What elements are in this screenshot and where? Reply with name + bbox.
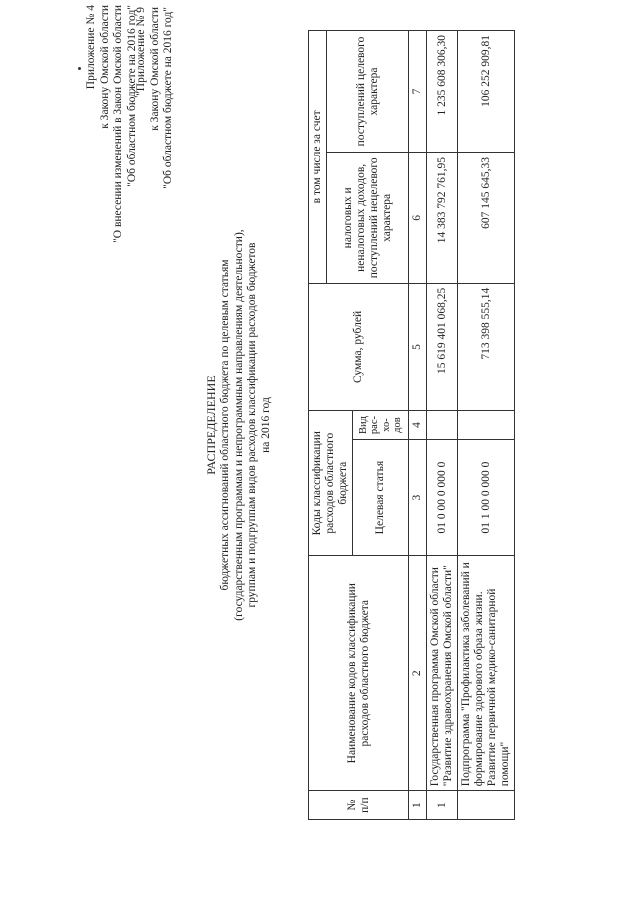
appendix-4-law: к Закону Омской области (98, 5, 111, 129)
subtitle-line: бюджетных ассигнований областного бюджета по целевым статьям (219, 259, 231, 591)
subtitle-line: на 2016 год (259, 397, 272, 453)
row-type (458, 411, 515, 440)
appendix-9-block (135, 7, 176, 265)
header-codes: Коды классификации расходов областного бюджета (309, 411, 353, 556)
row-sum: 15 619 401 068,25 (427, 283, 458, 410)
col-number: 1 (409, 791, 427, 820)
header-row (309, 31, 327, 820)
column-number-row (409, 31, 427, 820)
row-name: Государственная программа Омской области "Развитие здравоохранения Омской области" (427, 556, 458, 791)
header-including: в том числе за счет (309, 31, 327, 284)
col-number: 2 (409, 556, 427, 791)
appendix-4-number: Приложение № 4 (85, 5, 97, 90)
col-number: 5 (409, 283, 427, 410)
col-number: 3 (409, 439, 427, 555)
appendix-9-law: к Закону Омской области (148, 7, 161, 131)
appendix-9-number: "Приложение № 9 (135, 7, 147, 96)
row-tax: 607 145 645,33 (458, 152, 515, 283)
row-tax: 14 383 792 761,95 (427, 152, 458, 283)
row-num: 1 (427, 791, 458, 820)
header-targeted: поступлений целевого характера (327, 31, 409, 153)
header-target-article: Целевая статья (353, 439, 409, 555)
appendix-4-budget: "Об областном бюджете на 2016 год" (125, 5, 138, 187)
row-article: 01 0 00 0 000 0 (427, 439, 458, 555)
table-row (458, 31, 515, 820)
header-tax: налоговых и неналоговых доходов, поступлений нецелевого характера (327, 152, 409, 283)
header-num: № п/п (309, 791, 409, 820)
col-number: 7 (409, 31, 427, 153)
row-type (427, 411, 458, 440)
subtitle-line: группам и подгруппам видов расходов классификации расходов бюджетов (246, 242, 258, 608)
row-targeted: 1 235 608 306,30 (427, 31, 458, 153)
appendix-4-amendment: "О внесении изменений в Закон Омской области (112, 5, 124, 243)
table-row (427, 31, 458, 820)
budget-table (308, 30, 515, 820)
row-targeted: 106 252 909,81 (458, 31, 515, 153)
row-num (458, 791, 515, 820)
col-number: 4 (409, 411, 427, 440)
document-title: РАСПРЕДЕЛЕНИЕ (204, 375, 218, 475)
header-sum: Сумма, рублей (309, 283, 409, 410)
appendix-4-block (85, 5, 139, 345)
document-subtitle (219, 145, 273, 705)
col-number: 6 (409, 152, 427, 283)
appendix-9-budget: "Об областном бюджете на 2016 год" (162, 7, 174, 189)
row-name: Подпрограмма "Профилактика заболеваний и формирование здорового образа жизни. Развитие первичной медико-санитарной помощи" (458, 556, 515, 791)
row-sum: 713 398 555,14 (458, 283, 515, 410)
subtitle-line: (государственным программам и непрограммным направлениям деятельности), (232, 229, 245, 621)
row-article: 01 1 00 0 000 0 (458, 439, 515, 555)
header-name: Наименование кодов классификации расходов областного бюджета (309, 556, 409, 791)
header-expense-type: Вид рас-хо-дов (353, 411, 409, 440)
